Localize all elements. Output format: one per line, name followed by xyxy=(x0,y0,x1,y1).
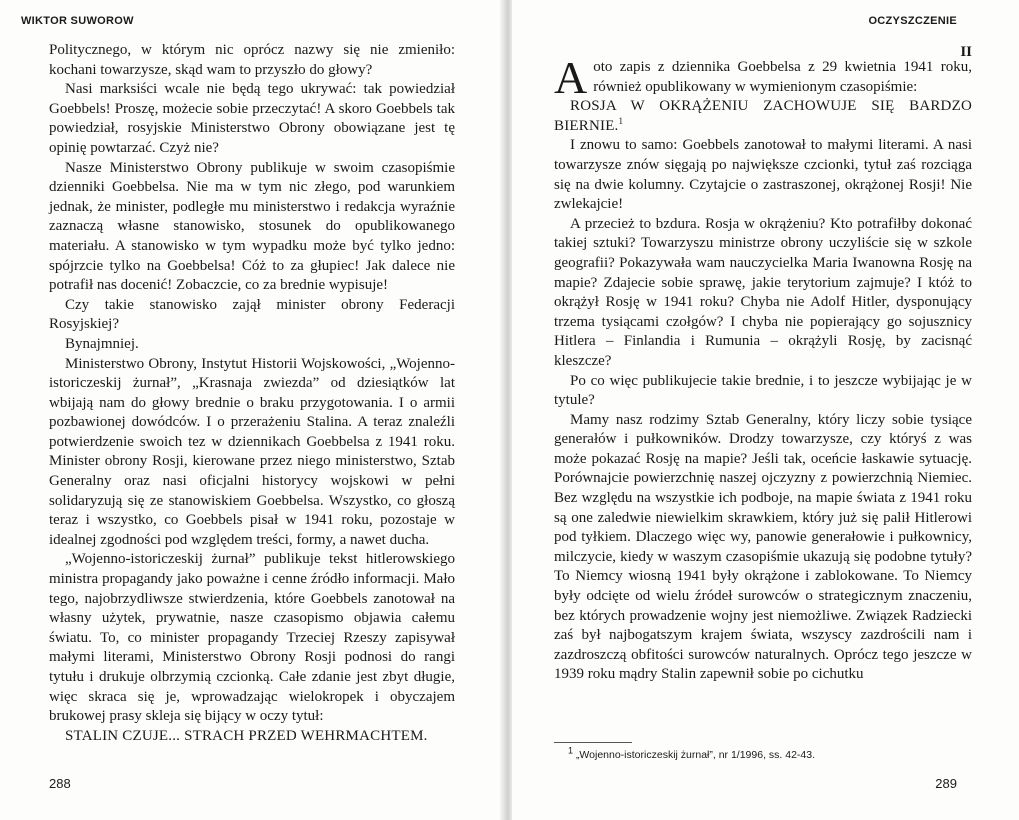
footnote xyxy=(568,745,816,761)
chapter-number: II xyxy=(960,44,972,60)
drop-cap: A xyxy=(554,52,588,103)
paragraph: Bynajmniej. xyxy=(65,335,139,352)
headline-quote xyxy=(554,97,972,136)
left-page xyxy=(0,0,502,820)
paragraph: A przecież to bzdura. Rosja w okrążeniu? Kto potrafiłby dokonać takiej sztuki? Towarzyszu ministrze obrony uczyliście się w szkole geografii? Pokazywała wam nauczycielka Maria Iwanowna Rosję na mapie? Zdajecie sobie sprawę, jakie terytorium zajmuje? I któż to okrążył Rosję w 1941 roku? Chyba nie Adolf Hitler, dysponujący trzema tysiącami czołgów? I chyba nie popierający go sojusznicy Hitlera – Finlandia i Rumunia – okrążyli Rosję, by zacisnąć kleszcze? xyxy=(554,215,972,369)
page-number-right: 289 xyxy=(935,776,957,791)
footnote-text: „Wojenno-istoriczeskij żurnał”, nr 1/1996, ss. 42-43. xyxy=(575,749,816,761)
right-page xyxy=(512,0,1019,820)
paragraph: Ministerstwo Obrony, Instytut Historii Wojskowości, „Wojenno-istoriczeskij żurnał”, „Krasnaja zwiezda” od dziesiątków lat wbijają nam do głowy brednie o braku przygotowania. I o armii pozbawionej dowódców. I o przerażeniu Stalina. A teraz znaleźli potwierdzenie swoich tez w dziennikach Goebbelsa z 1941 roku. Minister obrony Rosji, kierowane przez niego ministerstwo, Sztab Generalny oraz nasi oficjalni historycy wojskowi w pełni solidaryzują się ze stanowiskiem Goebbelsa. Wszystko, co głoszą teraz i wszystko, co Goebbels pisał w 1941 roku, pozostaje w idealnej zgodności pod względem treści, formy, a nawet ducha. xyxy=(49,355,455,548)
left-page-body xyxy=(49,41,455,746)
headline-text: ROSJA W OKRĄŻENIU ZACHOWUJE SIĘ BARDZO BIERNIE. xyxy=(554,98,972,134)
running-head-title: OCZYSZCZENIE xyxy=(868,15,957,27)
paragraph: I znowu to samo: Goebbels zanotował to małymi literami. A nasi towarzysze znów sięgają po największe czcionki, tytuł zaś rozciąga się na dwie kolumny. Czytajcie o zastraszonej, okrążonej Rosji! Nie zwlekajcie! xyxy=(554,137,972,213)
paragraph: Czy takie stanowisko zajął minister obrony Federacji Rosyjskiej? xyxy=(49,296,455,333)
running-head-author: WIKTOR SUWOROW xyxy=(21,15,134,27)
right-page-body xyxy=(554,44,972,685)
page-number-left: 288 xyxy=(49,776,71,791)
footnote-reference[interactable]: 1 xyxy=(618,115,624,126)
opening-text: oto zapis z dziennika Goebbelsa z 29 kwietnia 1941 roku, również opublikowany w wymienionym czasopiśmie: xyxy=(593,59,972,95)
footnote-marker: 1 xyxy=(568,745,574,756)
footnote-divider xyxy=(554,742,632,743)
paragraph: Politycznego, w którym nic oprócz nazwy się nie zmieniło: kochani towarzysze, skąd wam to przyszło do głowy? xyxy=(49,42,455,78)
headline-quote: STALIN CZUJE... STRACH PRZED WEHRMACHTEM. xyxy=(65,727,428,744)
paragraph: „Wojenno-istoriczeskij żurnał” publikuje tekst hitlerowskiego ministra propagandy jako poważne i cenne źródło informacji. Mało tego, najobrzydliwsze stwierdzenia, które Goebbels zanotował na własny użytek, prywatnie, nasze czasopismo objawia całemu światu. To, co minister propagandy Trzeciej Rzeszy zapisywał małymi literami, Ministerstwo Obrony Rosji podnosi do rangi tytułu i drukuje olbrzymią czcionką. Całe zdanie jest zbyt długie, więc skraca się je, wprowadzając wielokropek i obyczajem brukowej prasy skleja się bijący w oczy tytuł: xyxy=(49,551,455,725)
paragraph: Mamy nasz rodzimy Sztab Generalny, który liczy sobie tysiące generałów i pułkowników. Drodzy towarzysze, czy któryś z was może pokazać Rosję na mapie? Jeśli tak, oceńcie łaskawie sytuację. Porównajcie powierzchnię naszej ojczyzny z powierzchnią Niemiec. Bez względu na wszystkie ich podboje, na mapie świata z 1941 roku są one zaledwie niewielkim skrawkiem, który już się palił Hitlerowi pod tyłkiem. Dlaczego więc wy, panowie generałowie i pułkownicy, milczycie, kiedy w waszym czasopiśmie ukazują się podobne tytuły? To Niemcy wiosną 1941 były okrążone i zablokowane. To Niemcy były odcięte od wielu źródeł surowców o strategicznym znaczeniu, bez których prowadzenie wojny jest niemożliwe. Związek Radziecki zaś był najbogatszym krajem świata, wszyscy zazdrościli nam i zazdroszczą obfitości surowców naturalnych. Oprócz tego jeszcze w 1939 roku mądry Stalin zapewnił sobie po cichutku xyxy=(554,411,972,683)
paragraph: Nasze Ministerstwo Obrony publikuje w swoim czasopiśmie dzienniki Goebbelsa. Nie ma w tym nic złego, pod warunkiem jednak, że minister, podległe mu ministerstwo i redakcja wyraźnie zaznaczą własne stanowisko, stosunek do opublikowanego materiału. A stanowisko w tym wypadku może być tylko jedno: spójrzcie tylko na Goebbelsa! Cóż to za głupiec! Jak dalece nie potrafił nas docenić! Zobaczcie, co za brednie wypisuje! xyxy=(49,159,455,294)
paragraph: Nasi marksiści wcale nie będą tego ukrywać: tak powiedział Goebbels! Proszę, możecie sobie przeczytać! A skoro Goebbels tak powiedział, rosyjskie Ministerstwo Obrony obowiązane jest tę opinię powtarzać. Czyż nie? xyxy=(49,81,455,156)
paragraph: Po co więc publikujecie takie brednie, i to jeszcze wybijając je w tytule? xyxy=(554,372,972,409)
